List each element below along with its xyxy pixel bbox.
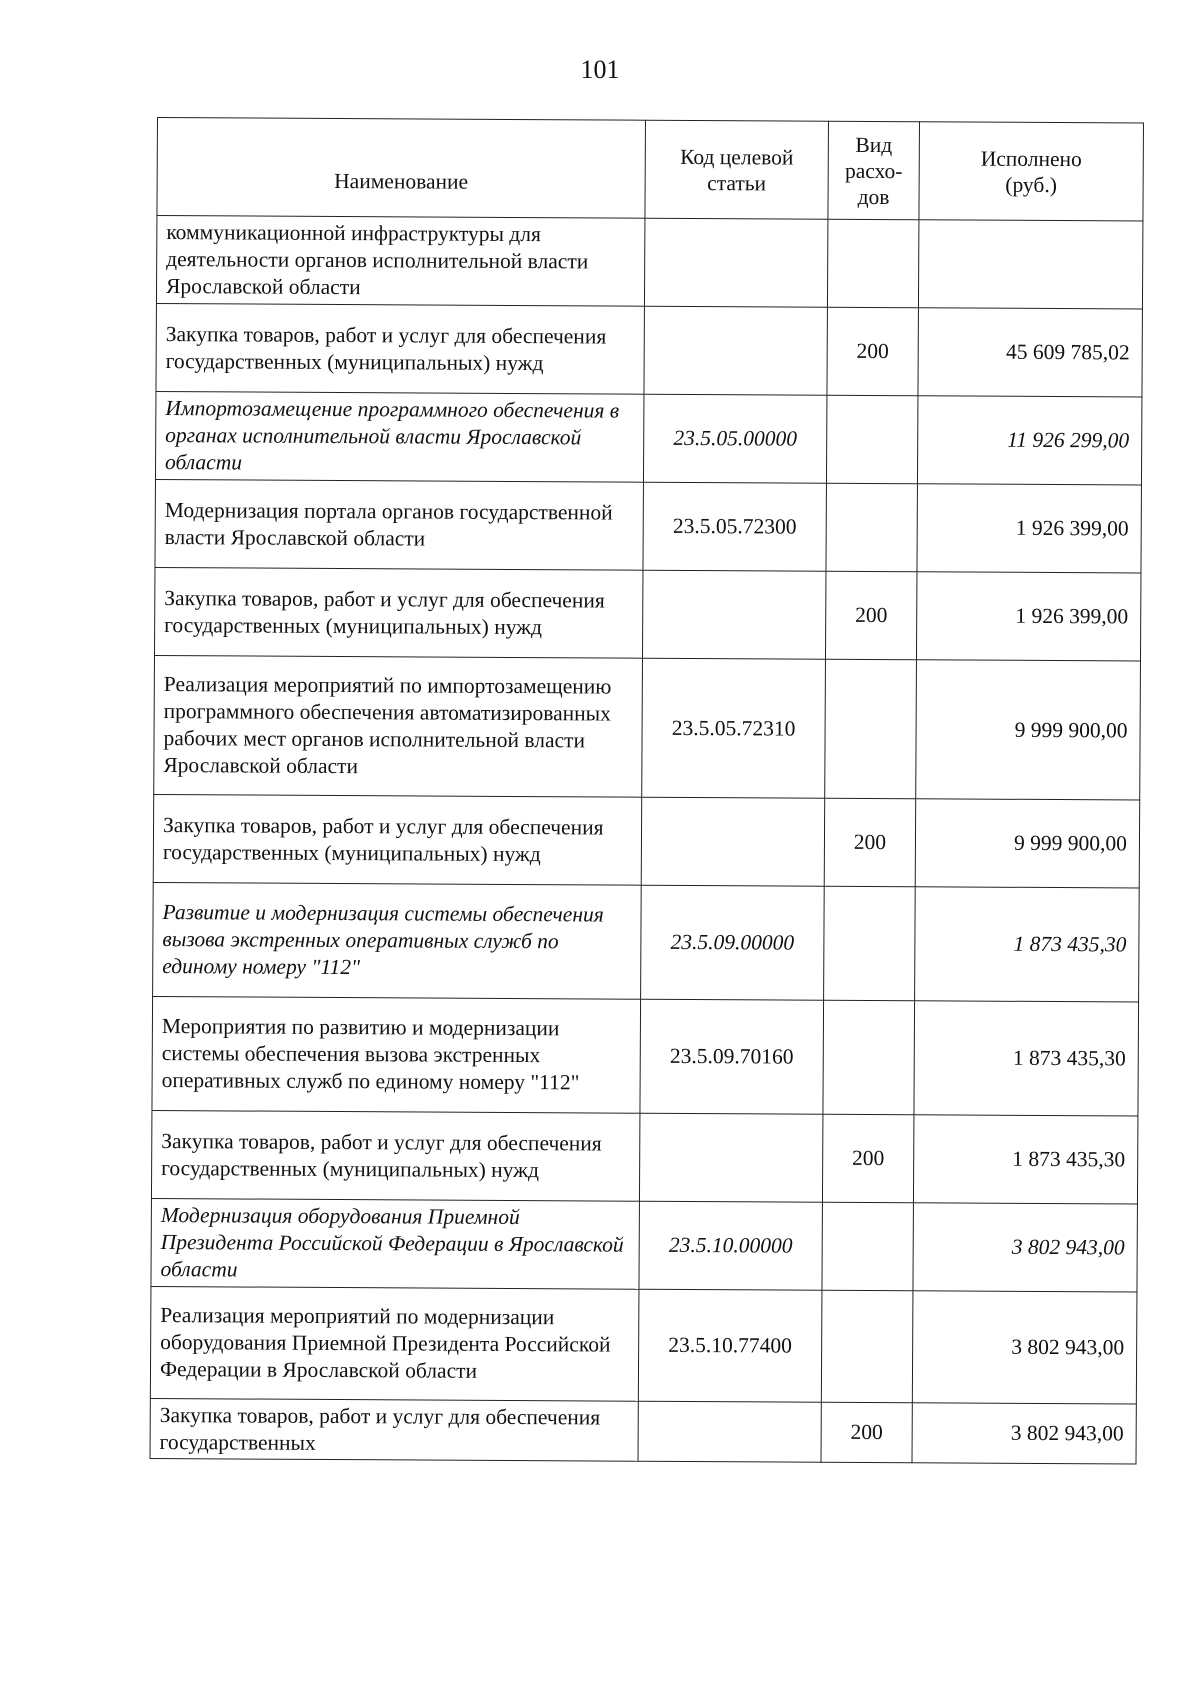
cell-name: Закупка товаров, работ и услуг для обеспечения государственных (муниципальных) нужд [153, 794, 641, 885]
cell-code [638, 1401, 821, 1462]
cell-amount: 1 926 399,00 [916, 572, 1140, 661]
cell-amount: 3 802 943,00 [912, 1403, 1136, 1464]
cell-kind [826, 483, 917, 572]
cell-name: Мероприятия по развитию и модернизации системы обеспечения вызова экстренных оперативных служб по единому номеру "112" [152, 996, 641, 1113]
table-row [151, 1198, 1137, 1292]
cell-name: коммуникационной инфраструктуры для деятельности органов исполнительной власти Ярославской области [156, 216, 644, 307]
cell-code [644, 218, 827, 307]
cell-kind: 200 [821, 1402, 912, 1463]
table-row [154, 567, 1140, 661]
header-code: Код целевой статьи [645, 120, 829, 219]
cell-code: 23.5.09.70160 [640, 999, 824, 1114]
cell-name: Закупка товаров, работ и услуг для обеспечения государственных (муниципальных) нужд [154, 567, 642, 658]
cell-name: Закупка товаров, работ и услуг для обеспечения государственных (муниципальных) нужд [151, 1110, 639, 1201]
cell-name: Закупка товаров, работ и услуг для обеспечения государственных [150, 1398, 638, 1461]
cell-kind [823, 1000, 915, 1115]
table-row [150, 1286, 1137, 1404]
cell-kind [824, 886, 916, 1001]
cell-code: 23.5.05.72300 [643, 482, 826, 571]
table-header-row [157, 118, 1144, 222]
header-name: Наименование [157, 118, 646, 219]
table-row [153, 882, 1140, 1002]
cell-code [642, 570, 825, 659]
cell-amount: 9 999 900,00 [916, 660, 1141, 800]
cell-kind: 200 [824, 798, 915, 887]
table-row [153, 794, 1139, 888]
cell-name: Закупка товаров, работ и услуг для обеспечения государственных (муниципальных) нужд [156, 303, 644, 394]
cell-code: 23.5.10.77400 [638, 1289, 822, 1402]
cell-code [641, 797, 824, 886]
budget-table [150, 117, 1144, 1464]
header-kind: Вид расхо-дов [828, 121, 920, 220]
cell-amount: 45 609 785,02 [918, 308, 1142, 397]
cell-kind: 200 [822, 1114, 913, 1203]
cell-code [644, 306, 827, 395]
cell-amount: 1 873 435,30 [914, 1001, 1139, 1116]
cell-name: Модернизация оборудования Приемной Президента Российской Федерации в Ярославской области [151, 1198, 639, 1289]
cell-amount [918, 220, 1142, 309]
table-row [155, 391, 1141, 485]
table-row [150, 1398, 1136, 1464]
cell-amount: 1 926 399,00 [917, 484, 1141, 573]
cell-amount: 1 873 435,30 [913, 1115, 1137, 1204]
cell-amount: 1 873 435,30 [915, 887, 1140, 1002]
cell-kind [822, 1202, 913, 1291]
cell-kind: 200 [827, 307, 918, 396]
table-row [155, 479, 1141, 573]
cell-kind [821, 1290, 913, 1403]
cell-name: Реализация мероприятий по модернизации оборудования Приемной Президента Российской Федерации в Ярославской области [150, 1286, 639, 1401]
cell-name: Модернизация портала органов государственной власти Ярославской области [155, 479, 643, 570]
table-row [151, 1110, 1137, 1204]
cell-code: 23.5.05.72310 [642, 658, 826, 798]
cell-code: 23.5.05.00000 [643, 394, 826, 483]
header-amount: Исполнено (руб.) [919, 122, 1144, 221]
table-row [156, 216, 1142, 310]
cell-amount: 3 802 943,00 [912, 1291, 1137, 1404]
table-body [150, 216, 1143, 1464]
cell-name: Развитие и модернизация системы обеспечения вызова экстренных оперативных служб по единому номеру "112" [153, 882, 642, 999]
cell-amount: 11 926 299,00 [917, 396, 1141, 485]
table-row [152, 996, 1139, 1116]
cell-code: 23.5.10.00000 [639, 1201, 822, 1290]
cell-kind [825, 659, 917, 799]
cell-name: Реализация мероприятий по импортозамещению программного обеспечения автоматизированных рабочих мест органов исполнительной власти Ярославской области [154, 655, 643, 797]
table-row [154, 655, 1141, 800]
cell-kind: 200 [825, 571, 916, 660]
page-number: 101 [580, 55, 620, 84]
cell-code: 23.5.09.00000 [641, 885, 825, 1000]
cell-name: Импортозамещение программного обеспечения в органах исполнительной власти Ярославской области [155, 391, 643, 482]
table-row [156, 303, 1142, 397]
cell-kind [826, 395, 917, 484]
cell-code [639, 1113, 822, 1202]
cell-amount: 9 999 900,00 [915, 799, 1139, 888]
cell-amount: 3 802 943,00 [913, 1203, 1137, 1292]
cell-kind [827, 219, 918, 308]
